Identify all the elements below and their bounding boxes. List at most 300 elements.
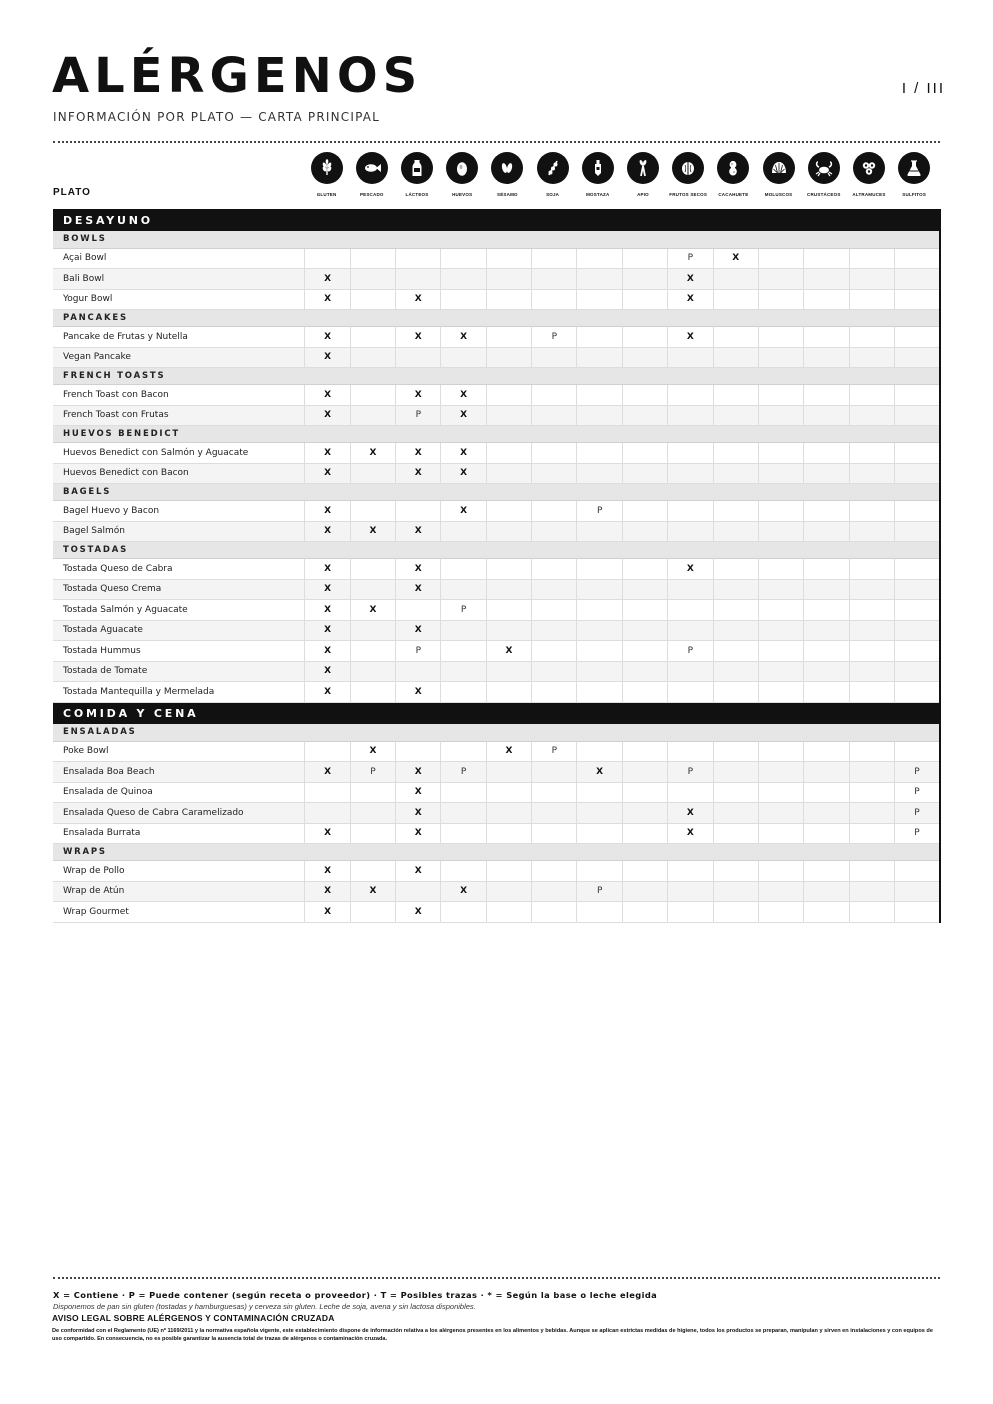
allergen-mark	[441, 289, 486, 310]
allergen-mark	[622, 327, 667, 348]
allergen-mark	[804, 661, 849, 682]
allergen-mark	[622, 385, 667, 406]
allergen-mark	[532, 501, 577, 522]
allergen-mark	[804, 463, 849, 484]
allergen-mark	[532, 579, 577, 600]
allergen-mark	[894, 579, 940, 600]
dish-name: Yogur Bowl	[53, 289, 305, 310]
dish-name: Tostada Aguacate	[53, 620, 305, 641]
allergen-mark	[350, 559, 395, 580]
allergen-mark	[577, 902, 622, 923]
allergen-mark	[668, 347, 713, 368]
category-row	[53, 484, 940, 501]
allergen-mark	[532, 881, 577, 902]
allergen-mark	[350, 782, 395, 803]
allergen-mark	[577, 327, 622, 348]
allergen-mark	[849, 823, 894, 844]
allergen-mark	[441, 682, 486, 703]
allergen-mark	[713, 600, 758, 621]
allergen-mark	[622, 600, 667, 621]
allergen-mark	[486, 269, 531, 290]
allergen-mark	[804, 861, 849, 882]
allergen-mark	[532, 682, 577, 703]
allergen-mark	[894, 248, 940, 269]
allergen-mark: X	[396, 521, 441, 542]
allergen-mark	[894, 269, 940, 290]
dish-name: French Toast con Frutas	[53, 405, 305, 426]
table-row	[53, 289, 940, 310]
allergen-mark	[441, 347, 486, 368]
allergen-mark	[849, 600, 894, 621]
allergen-mark	[894, 741, 940, 762]
allergen-mark	[396, 600, 441, 621]
dish-name: Ensalada Boa Beach	[53, 762, 305, 783]
category-row	[53, 426, 940, 443]
allergen-mark	[758, 289, 803, 310]
allergen-mark	[668, 902, 713, 923]
allergen-mark: X	[305, 385, 350, 406]
allergen-mark: X	[305, 269, 350, 290]
allergen-mark	[622, 501, 667, 522]
allergen-mark	[668, 682, 713, 703]
allergen-mark	[622, 269, 667, 290]
allergen-mark	[577, 620, 622, 641]
allergen-mark	[894, 881, 940, 902]
allergen-mark	[668, 881, 713, 902]
allergen-mark	[441, 521, 486, 542]
flask-icon	[898, 152, 930, 184]
allergen-mark	[758, 521, 803, 542]
allergen-mark	[577, 559, 622, 580]
allergen-mark	[804, 641, 849, 662]
allergen-mark	[350, 620, 395, 641]
allergen-mark	[532, 762, 577, 783]
category-row	[53, 310, 940, 327]
allergen-label: ALTRAMUCES	[852, 192, 886, 197]
table-row	[53, 579, 940, 600]
allergen-mark	[713, 823, 758, 844]
wheat-icon	[311, 152, 343, 184]
allergen-mark	[622, 762, 667, 783]
allergen-mark	[894, 385, 940, 406]
allergen-mark	[441, 248, 486, 269]
allergen-mark	[804, 347, 849, 368]
allergen-mark	[713, 661, 758, 682]
allergen-mark	[758, 823, 803, 844]
allergen-mark: X	[305, 823, 350, 844]
allergen-mark	[713, 620, 758, 641]
allergen-mark	[804, 579, 849, 600]
allergen-mark	[532, 661, 577, 682]
allergen-mark	[713, 443, 758, 464]
allergen-mark	[577, 579, 622, 600]
allergen-mark: X	[305, 861, 350, 882]
allergen-mark	[849, 641, 894, 662]
dish-name: Vegan Pancake	[53, 347, 305, 368]
allergen-mark: X	[305, 347, 350, 368]
legend: X = Contiene · P = Puede contener (según receta o proveedor) · T = Posibles trazas · * = Según la base o leche elegida	[53, 1290, 658, 1300]
allergen-mark	[532, 823, 577, 844]
allergen-mark	[668, 661, 713, 682]
allergen-mark: X	[305, 902, 350, 923]
allergen-label: GLUTEN	[316, 192, 337, 197]
fish-icon	[356, 152, 388, 184]
legal-text: De conformidad con el Reglamento (UE) nº 1169/2011 y la normativa española vigente, este establecimiento dispone de información relativa a los alérgenos presentes en los alimentos y bebidas. Aunque se aplican estrictas medidas de higiene, todos los productos se preparan, manipulan y sirven en instalaciones y con equipos de uso compartido. En consecuencia, no es posible garantizar la ausencia total de trazas de alérgenos o contaminación cruzada.	[52, 1328, 933, 1342]
allergen-label: APIO	[637, 192, 649, 197]
allergen-mark	[758, 641, 803, 662]
allergen-mark	[713, 405, 758, 426]
allergen-mark	[486, 289, 531, 310]
allergen-mark: X	[350, 443, 395, 464]
allergen-mark	[804, 620, 849, 641]
sesame-icon	[491, 152, 523, 184]
allergen-mark	[350, 661, 395, 682]
allergen-mark: P	[577, 881, 622, 902]
table-row	[53, 782, 940, 803]
allergen-mark	[486, 762, 531, 783]
allergen-mark: P	[894, 762, 940, 783]
allergen-mark: X	[305, 501, 350, 522]
nut-icon	[672, 152, 704, 184]
allergen-mark	[532, 248, 577, 269]
allergen-mark: X	[396, 803, 441, 824]
allergen-mark	[804, 762, 849, 783]
allergen-mark	[758, 741, 803, 762]
allergen-mark	[713, 559, 758, 580]
dish-name: Tostada Hummus	[53, 641, 305, 662]
allergen-mark	[577, 289, 622, 310]
allergen-mark	[532, 600, 577, 621]
allergen-mark	[894, 682, 940, 703]
allergen-mark	[350, 803, 395, 824]
allergen-mark	[396, 741, 441, 762]
allergen-mark	[849, 501, 894, 522]
dish-name: Tostada Salmón y Aguacate	[53, 600, 305, 621]
allergen-mark	[577, 347, 622, 368]
category-title: ENSALADAS	[53, 724, 940, 741]
allergen-mark	[849, 521, 894, 542]
allergen-mark	[849, 385, 894, 406]
allergen-mark	[441, 861, 486, 882]
page-number: I / III	[901, 80, 945, 97]
allergen-mark	[758, 327, 803, 348]
allergen-mark	[849, 579, 894, 600]
allergen-mark	[804, 501, 849, 522]
allergen-mark	[713, 289, 758, 310]
allergen-mark	[894, 600, 940, 621]
allergen-mark	[486, 327, 531, 348]
dish-name: Ensalada de Quinoa	[53, 782, 305, 803]
allergen-mark	[622, 803, 667, 824]
allergen-mark	[668, 741, 713, 762]
plato-column-header: PLATO	[53, 187, 91, 198]
allergen-mark	[804, 823, 849, 844]
allergen-mark: P	[396, 405, 441, 426]
allergen-mark	[713, 501, 758, 522]
allergen-mark	[396, 661, 441, 682]
allergen-mark	[713, 269, 758, 290]
allergen-mark	[486, 385, 531, 406]
allergen-mark	[441, 902, 486, 923]
category-row	[53, 231, 940, 248]
allergen-mark	[350, 579, 395, 600]
allergen-mark	[849, 620, 894, 641]
allergen-mark: X	[668, 823, 713, 844]
allergen-mark	[668, 782, 713, 803]
allergen-mark	[350, 682, 395, 703]
allergen-mark: X	[305, 641, 350, 662]
allergen-mark	[758, 782, 803, 803]
allergen-mark	[804, 385, 849, 406]
category-title: TOSTADAS	[53, 542, 940, 559]
allergen-mark	[577, 463, 622, 484]
allergen-mark	[441, 741, 486, 762]
allergen-mark: X	[396, 902, 441, 923]
table-row	[53, 327, 940, 348]
allergen-mark	[532, 443, 577, 464]
allergen-mark	[804, 289, 849, 310]
allergen-mark: X	[441, 327, 486, 348]
milk-bottle-icon	[401, 152, 433, 184]
allergen-mark	[758, 248, 803, 269]
allergen-mark: X	[305, 559, 350, 580]
allergen-mark	[532, 463, 577, 484]
allergen-mark	[668, 521, 713, 542]
allergen-table	[53, 209, 941, 923]
allergen-mark	[486, 501, 531, 522]
category-row	[53, 844, 940, 861]
page-title: ALÉRGENOS	[52, 48, 423, 104]
peanut-icon	[717, 152, 749, 184]
allergen-mark	[486, 347, 531, 368]
allergen-mark: X	[577, 762, 622, 783]
allergen-mark	[577, 641, 622, 662]
allergen-mark: P	[396, 641, 441, 662]
table-row	[53, 443, 940, 464]
allergen-label: SOJA	[546, 192, 560, 197]
allergen-mark	[849, 327, 894, 348]
allergen-mark	[486, 902, 531, 923]
allergen-mark: X	[441, 501, 486, 522]
allergen-mark	[350, 463, 395, 484]
allergen-mark	[532, 620, 577, 641]
allergen-mark	[350, 861, 395, 882]
allergen-mark: P	[441, 600, 486, 621]
egg-icon	[446, 152, 478, 184]
table-row	[53, 347, 940, 368]
allergen-mark	[713, 579, 758, 600]
allergen-mark	[849, 902, 894, 923]
allergen-mark: P	[577, 501, 622, 522]
allergen-mark	[758, 762, 803, 783]
allergen-mark	[804, 269, 849, 290]
allergen-mark	[350, 289, 395, 310]
dish-name: Açai Bowl	[53, 248, 305, 269]
allergen-mark	[486, 463, 531, 484]
allergen-mark	[668, 600, 713, 621]
allergen-mark	[894, 902, 940, 923]
dish-name: Huevos Benedict con Salmón y Aguacate	[53, 443, 305, 464]
allergen-mark	[350, 327, 395, 348]
category-row	[53, 724, 940, 741]
allergen-mark	[849, 741, 894, 762]
dish-name: Poke Bowl	[53, 741, 305, 762]
allergen-mark: X	[305, 405, 350, 426]
allergen-mark	[758, 385, 803, 406]
allergen-mark: X	[396, 579, 441, 600]
allergen-mark	[577, 803, 622, 824]
dish-name: Bagel Salmón	[53, 521, 305, 542]
allergen-mark: P	[894, 803, 940, 824]
allergen-label: SÉSAMO	[497, 192, 518, 197]
allergen-mark: X	[396, 289, 441, 310]
allergen-mark	[486, 579, 531, 600]
allergen-mark	[622, 463, 667, 484]
allergen-mark: X	[396, 327, 441, 348]
allergen-mark	[804, 902, 849, 923]
allergen-mark	[849, 347, 894, 368]
allergen-mark	[486, 248, 531, 269]
category-title: PANCAKES	[53, 310, 940, 327]
dish-name: Bagel Huevo y Bacon	[53, 501, 305, 522]
lupin-icon	[853, 152, 885, 184]
allergen-mark	[894, 661, 940, 682]
section-row	[53, 209, 940, 231]
allergen-mark	[804, 248, 849, 269]
table-row	[53, 405, 940, 426]
allergen-mark	[713, 327, 758, 348]
dish-name: Ensalada Queso de Cabra Caramelizado	[53, 803, 305, 824]
allergen-mark: P	[532, 327, 577, 348]
allergen-mark: X	[441, 881, 486, 902]
allergen-mark: X	[305, 762, 350, 783]
dish-name: Ensalada Burrata	[53, 823, 305, 844]
allergen-mark: X	[441, 405, 486, 426]
allergen-mark	[441, 641, 486, 662]
table-row	[53, 559, 940, 580]
allergen-label: MOLUSCOS	[764, 192, 793, 197]
allergen-mark	[486, 620, 531, 641]
allergen-mark: X	[396, 385, 441, 406]
allergen-mark: X	[441, 385, 486, 406]
allergen-mark	[305, 803, 350, 824]
allergen-mark	[441, 620, 486, 641]
allergen-mark	[758, 443, 803, 464]
allergen-mark: X	[486, 641, 531, 662]
allergen-mark	[894, 405, 940, 426]
allergen-mark	[577, 405, 622, 426]
allergen-mark	[486, 600, 531, 621]
allergen-mark	[758, 347, 803, 368]
allergen-mark	[849, 443, 894, 464]
allergen-mark	[758, 682, 803, 703]
allergen-mark	[622, 823, 667, 844]
table-row	[53, 248, 940, 269]
allergen-label: CRUSTÁCEOS	[807, 192, 841, 197]
shell-icon	[763, 152, 795, 184]
allergen-mark	[305, 248, 350, 269]
allergen-mark	[622, 559, 667, 580]
allergen-mark: X	[668, 803, 713, 824]
allergen-mark	[804, 741, 849, 762]
allergen-mark	[441, 661, 486, 682]
allergen-mark: P	[894, 782, 940, 803]
allergen-mark	[350, 823, 395, 844]
table-row	[53, 463, 940, 484]
allergen-mark	[668, 501, 713, 522]
allergen-mark	[894, 289, 940, 310]
allergen-mark	[441, 579, 486, 600]
allergen-mark	[894, 463, 940, 484]
allergen-label: FRUTOS SECOS	[669, 192, 708, 197]
allergen-mark: X	[668, 289, 713, 310]
allergen-mark	[577, 661, 622, 682]
allergen-mark	[894, 641, 940, 662]
allergen-mark	[713, 861, 758, 882]
allergen-mark	[713, 641, 758, 662]
category-row	[53, 542, 940, 559]
allergen-mark	[758, 405, 803, 426]
allergen-label: MOSTAZA	[586, 192, 610, 197]
allergen-mark	[577, 600, 622, 621]
allergen-mark	[305, 741, 350, 762]
dish-name: Wrap de Pollo	[53, 861, 305, 882]
allergen-mark	[532, 803, 577, 824]
availability-note: Disponemos de pan sin gluten (tostadas y hamburguesas) y cerveza sin gluten. Leche de soja, avena y sin lactosa disponibles.	[53, 1302, 476, 1311]
allergen-mark: P	[350, 762, 395, 783]
legal-title: AVISO LEGAL SOBRE ALÉRGENOS Y CONTAMINACIÓN CRUZADA	[52, 1313, 335, 1323]
allergen-mark	[849, 803, 894, 824]
allergen-mark	[350, 405, 395, 426]
allergen-mark	[532, 782, 577, 803]
allergen-mark	[396, 269, 441, 290]
allergen-mark	[668, 463, 713, 484]
allergen-mark	[396, 347, 441, 368]
allergen-label: PESCADO	[359, 192, 384, 197]
allergen-mark	[622, 289, 667, 310]
allergen-mark	[849, 269, 894, 290]
allergen-mark: X	[305, 579, 350, 600]
allergen-mark	[396, 881, 441, 902]
allergen-mark	[668, 579, 713, 600]
allergen-mark	[713, 762, 758, 783]
allergen-mark	[894, 501, 940, 522]
allergen-mark: X	[396, 559, 441, 580]
table-row	[53, 620, 940, 641]
allergen-mark	[577, 823, 622, 844]
section-row	[53, 702, 940, 724]
allergen-mark	[804, 559, 849, 580]
allergen-mark: X	[396, 620, 441, 641]
allergen-mark	[804, 327, 849, 348]
allergen-mark: P	[668, 641, 713, 662]
allergen-mark	[532, 861, 577, 882]
allergen-mark	[804, 405, 849, 426]
allergen-mark	[486, 443, 531, 464]
allergen-mark	[713, 347, 758, 368]
allergen-mark	[532, 521, 577, 542]
allergen-header	[892, 152, 937, 202]
allergen-mark: X	[668, 269, 713, 290]
allergen-mark: X	[305, 327, 350, 348]
allergen-label: HUEVOS	[452, 192, 473, 197]
dish-name: Tostada Queso Crema	[53, 579, 305, 600]
allergen-mark	[713, 782, 758, 803]
table-row	[53, 682, 940, 703]
allergen-mark	[713, 902, 758, 923]
allergen-mark	[758, 902, 803, 923]
dish-name: Tostada de Tomate	[53, 661, 305, 682]
